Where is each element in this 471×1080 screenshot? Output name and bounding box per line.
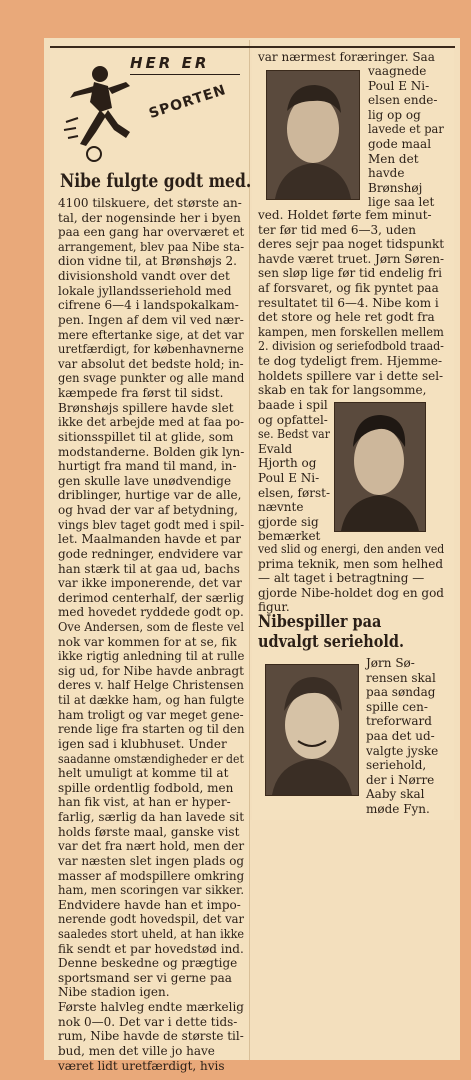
article-text-line: og hvad der var af betydning,: [58, 503, 238, 518]
article-text-line: var ikke imponerende, det var: [58, 576, 242, 591]
article-text-line: til at dække ham, og han fulgte: [58, 693, 245, 708]
article-text-line: ikke det arbejde med at faa po-: [58, 415, 245, 430]
article-text-line: masser af modspillere omkring: [58, 868, 245, 883]
article-text-line: dion vidne til, at Brønshøjs 2.: [58, 254, 237, 269]
article-text-line: holdets spillere var i dette sel-: [258, 368, 444, 383]
article-text-line: gen skulle lave unødvendige: [58, 473, 232, 488]
article-text-line: med hovedet ryddede godt op.: [58, 605, 244, 620]
article-text-line: vings blev taget godt med i spil-: [58, 517, 245, 532]
header-bottom-word: SPORTEN: [147, 81, 229, 122]
article-text-line: valgte jyske: [366, 743, 439, 758]
article-text-line: kampen, men forskellen mellem: [258, 324, 444, 339]
article-text-line: fik sendt et par hovedstød ind.: [58, 941, 244, 956]
article-text-line: lokale jyllandsseriehold med: [58, 283, 232, 298]
article-text-line: ham troligt og var meget gene-: [58, 707, 244, 722]
article-text-line: rende lige fra starten og til den: [58, 722, 245, 737]
article-text-line: nok var kommen for at se, fik: [58, 634, 237, 649]
sub-headline: Nibespiller paa udvalgt seriehold.: [258, 612, 405, 652]
article-text-line: Men det: [368, 151, 419, 166]
article-text-line: Poul E Ni-: [368, 78, 430, 93]
article-text-line: tal, der nogensinde her i byen: [58, 210, 241, 225]
article-text-line: 2. division og seriefodbold traad-: [258, 339, 444, 354]
article-text-line: arrangement, blev paa Nibe sta-: [58, 239, 245, 254]
header-underline: [130, 74, 240, 75]
article-text-line: var absolut det bedste hold; in-: [58, 356, 244, 371]
article-text-line: han fik vist, at han er hyper-: [58, 795, 231, 810]
article-text-line: bud, men det ville jo have: [58, 1043, 215, 1058]
article-text-line: deres v. half Helge Christensen: [58, 678, 244, 693]
article-text-line: elsen, først-: [258, 485, 330, 500]
person-photo-icon: [267, 71, 359, 199]
article-text-line: møde Fyn.: [366, 802, 430, 816]
article-text-line: elsen ende-: [368, 93, 438, 108]
article-text-line: te dog tydeligt frem. Hjemme-: [258, 354, 443, 368]
article-text-line: Endvidere havde han et impo-: [58, 897, 241, 912]
article-text-line: Nibe stadion igen.: [58, 985, 170, 1000]
article-text-line: — alt taget i betragtning —: [258, 571, 425, 586]
article-text-line: han stærk til at gaa ud, bachs: [58, 561, 240, 576]
person-photo-icon: [335, 403, 425, 531]
article-text-line: holds første maal, ganske vist: [58, 824, 240, 839]
article-text-line: gen svage punkter og alle mand: [58, 371, 245, 386]
article-text-line: divisionshold vandt over det: [58, 269, 230, 284]
article-text-line: uretfærdigt, for københavnerne: [58, 342, 244, 357]
article-text-line: nerende godt hovedspil, det var: [58, 912, 245, 927]
article-text-line: Hjorth og: [258, 456, 317, 471]
article-text-line: var det fra nært hold, men der: [58, 839, 245, 854]
article-text-line: saadanne omstændigheder er det: [58, 751, 244, 766]
article-text-line: baade i spil: [258, 398, 328, 412]
article-text-line: paa det ud-: [366, 729, 435, 743]
top-rule: [50, 46, 455, 48]
article-text-line: paa een gang har overværet et: [58, 225, 245, 240]
article-text-line: sitionsspillet til at glide, som: [58, 429, 234, 444]
article-text-line: pen. Ingen af dem vil ved nær-: [58, 312, 244, 327]
article-text-line: figur.: [258, 600, 290, 615]
article-text-line: ikke rigtig anledning til at rulle: [58, 649, 245, 664]
article-text-line: kæmpede fra først til sidst.: [58, 386, 224, 401]
article-text-line: var næsten slet ingen plads og: [58, 853, 245, 868]
article-text-line: det store og hele ret godt fra: [258, 310, 435, 325]
article-text-line: og opfattel-: [258, 412, 328, 427]
header-top-word: HER ER: [130, 54, 210, 72]
article-text-line: 4100 tilskuere, det største an-: [58, 196, 242, 210]
article-text-line: saaledes stort uheld, at han ikke: [58, 927, 245, 941]
article-text-line: havde: [368, 166, 405, 181]
article-text-line: Jørn Sø-: [366, 656, 415, 670]
article-text-line: ved. Holdet førte fem minut-: [258, 208, 432, 222]
article-text-line: hurtigt fra mand til mand, in-: [58, 459, 237, 474]
article-text-line: Poul E Ni-: [258, 471, 320, 485]
article-text-line: gjorde Nibe-holdet dog en god: [258, 585, 444, 600]
portrait-photo-2: [334, 402, 426, 532]
article-text-line: spille ordentlig fodbold, men: [58, 780, 234, 795]
article-text-line: var nærmest foræringer. Saa: [258, 50, 435, 64]
article-text-line: treforward: [366, 714, 432, 729]
article-text-line: vaagnede: [368, 64, 427, 78]
article-text-line: nok 0—0. Det var i dette tids-: [58, 1014, 238, 1029]
article-text-line: gode maal: [368, 137, 432, 151]
article-text-line: paa søndag: [366, 685, 436, 700]
article-text-line: deres sejr paa noget tidspunkt: [258, 237, 445, 252]
article-text-line: seriehold,: [366, 758, 427, 773]
article-text-line: Evald: [258, 441, 293, 456]
article-text-line: skab en tak for langsomme,: [258, 383, 427, 398]
article-text-line: derimod centerhalf, der særlig: [58, 590, 244, 605]
article-text-line: lig op og: [368, 107, 421, 122]
article-text-line: lige saa let: [368, 195, 435, 210]
article-text-line: rensen skal: [366, 670, 436, 685]
article-text-line: farlig, særlig da han lavede sit: [58, 810, 245, 825]
article-text-line: rum, Nibe havde de største til-: [58, 1029, 244, 1044]
article-text-line: sen sløp lige før tid endelig fri: [258, 266, 442, 281]
article-text-line: spille cen-: [366, 699, 428, 714]
article-text-line: bemærket: [258, 529, 321, 544]
article-text-line: modstanderne. Bolden gik lyn-: [58, 444, 245, 459]
article-text-line: Aaby skal: [366, 787, 425, 802]
footballer-illustration-icon: [60, 52, 140, 164]
article-text-line: Brønshøjs spillere havde slet: [58, 400, 234, 415]
article-text-line: sportsmand ser vi gerne paa: [58, 970, 232, 985]
article-text-line: gode redninger, endvidere var: [58, 546, 243, 561]
article-text-line: Første halvleg endte mærkelig: [58, 1000, 244, 1015]
article-text-line: ved slid og energi, den anden ved: [258, 542, 445, 556]
article-text-line: sig ud, for Nibe havde anbragt: [58, 663, 244, 678]
article-text-line: ham, men scoringen var sikker.: [58, 883, 245, 898]
article-text-line: igen sad i klubhuset. Under: [58, 736, 227, 751]
article-text-line: prima teknik, men som helhed: [258, 556, 444, 571]
article-text-line: Ove Andersen, som de fleste vel: [58, 619, 245, 634]
article-text-line: nævnte: [258, 500, 304, 515]
article-text-line: Brønshøj: [368, 180, 423, 195]
article-headline: Nibe fulgte godt med.: [60, 170, 252, 192]
portrait-photo-3: [265, 664, 359, 796]
article-text-line: gjorde sig: [258, 514, 319, 529]
portrait-photo-1: [266, 70, 360, 200]
article-text-line: af forsvaret, og fik pyntet paa: [258, 281, 439, 295]
article-text-line: Denne beskedne og prægtige: [58, 956, 238, 971]
section-header: [60, 52, 245, 164]
person-photo-icon: [266, 665, 358, 795]
article-text-line: let. Maalmanden havde et par: [58, 532, 241, 547]
article-text-line: lavede et par: [368, 122, 444, 137]
article-text-line: ter før tid med 6—3, uden: [258, 222, 416, 237]
article-text-line: se. Bedst var: [258, 427, 330, 442]
article-text-line: mere eftertanke sige, at det var: [58, 327, 244, 342]
article-text-line: resultatet til 6—4. Nibe kom i: [258, 295, 439, 310]
article-text-line: cifrene 6—4 i landspokalkam-: [58, 298, 239, 313]
article-text-line: havde været truet. Jørn Søren-: [258, 251, 445, 266]
article-text-line: helt umuligt at komme til at: [58, 766, 229, 781]
article-text-line: været lidt uretfærdigt, hvis: [58, 1058, 225, 1073]
article-text-line: driblinger, hurtige var de alle,: [58, 488, 242, 503]
article-text-line: der i Nørre: [366, 772, 435, 787]
